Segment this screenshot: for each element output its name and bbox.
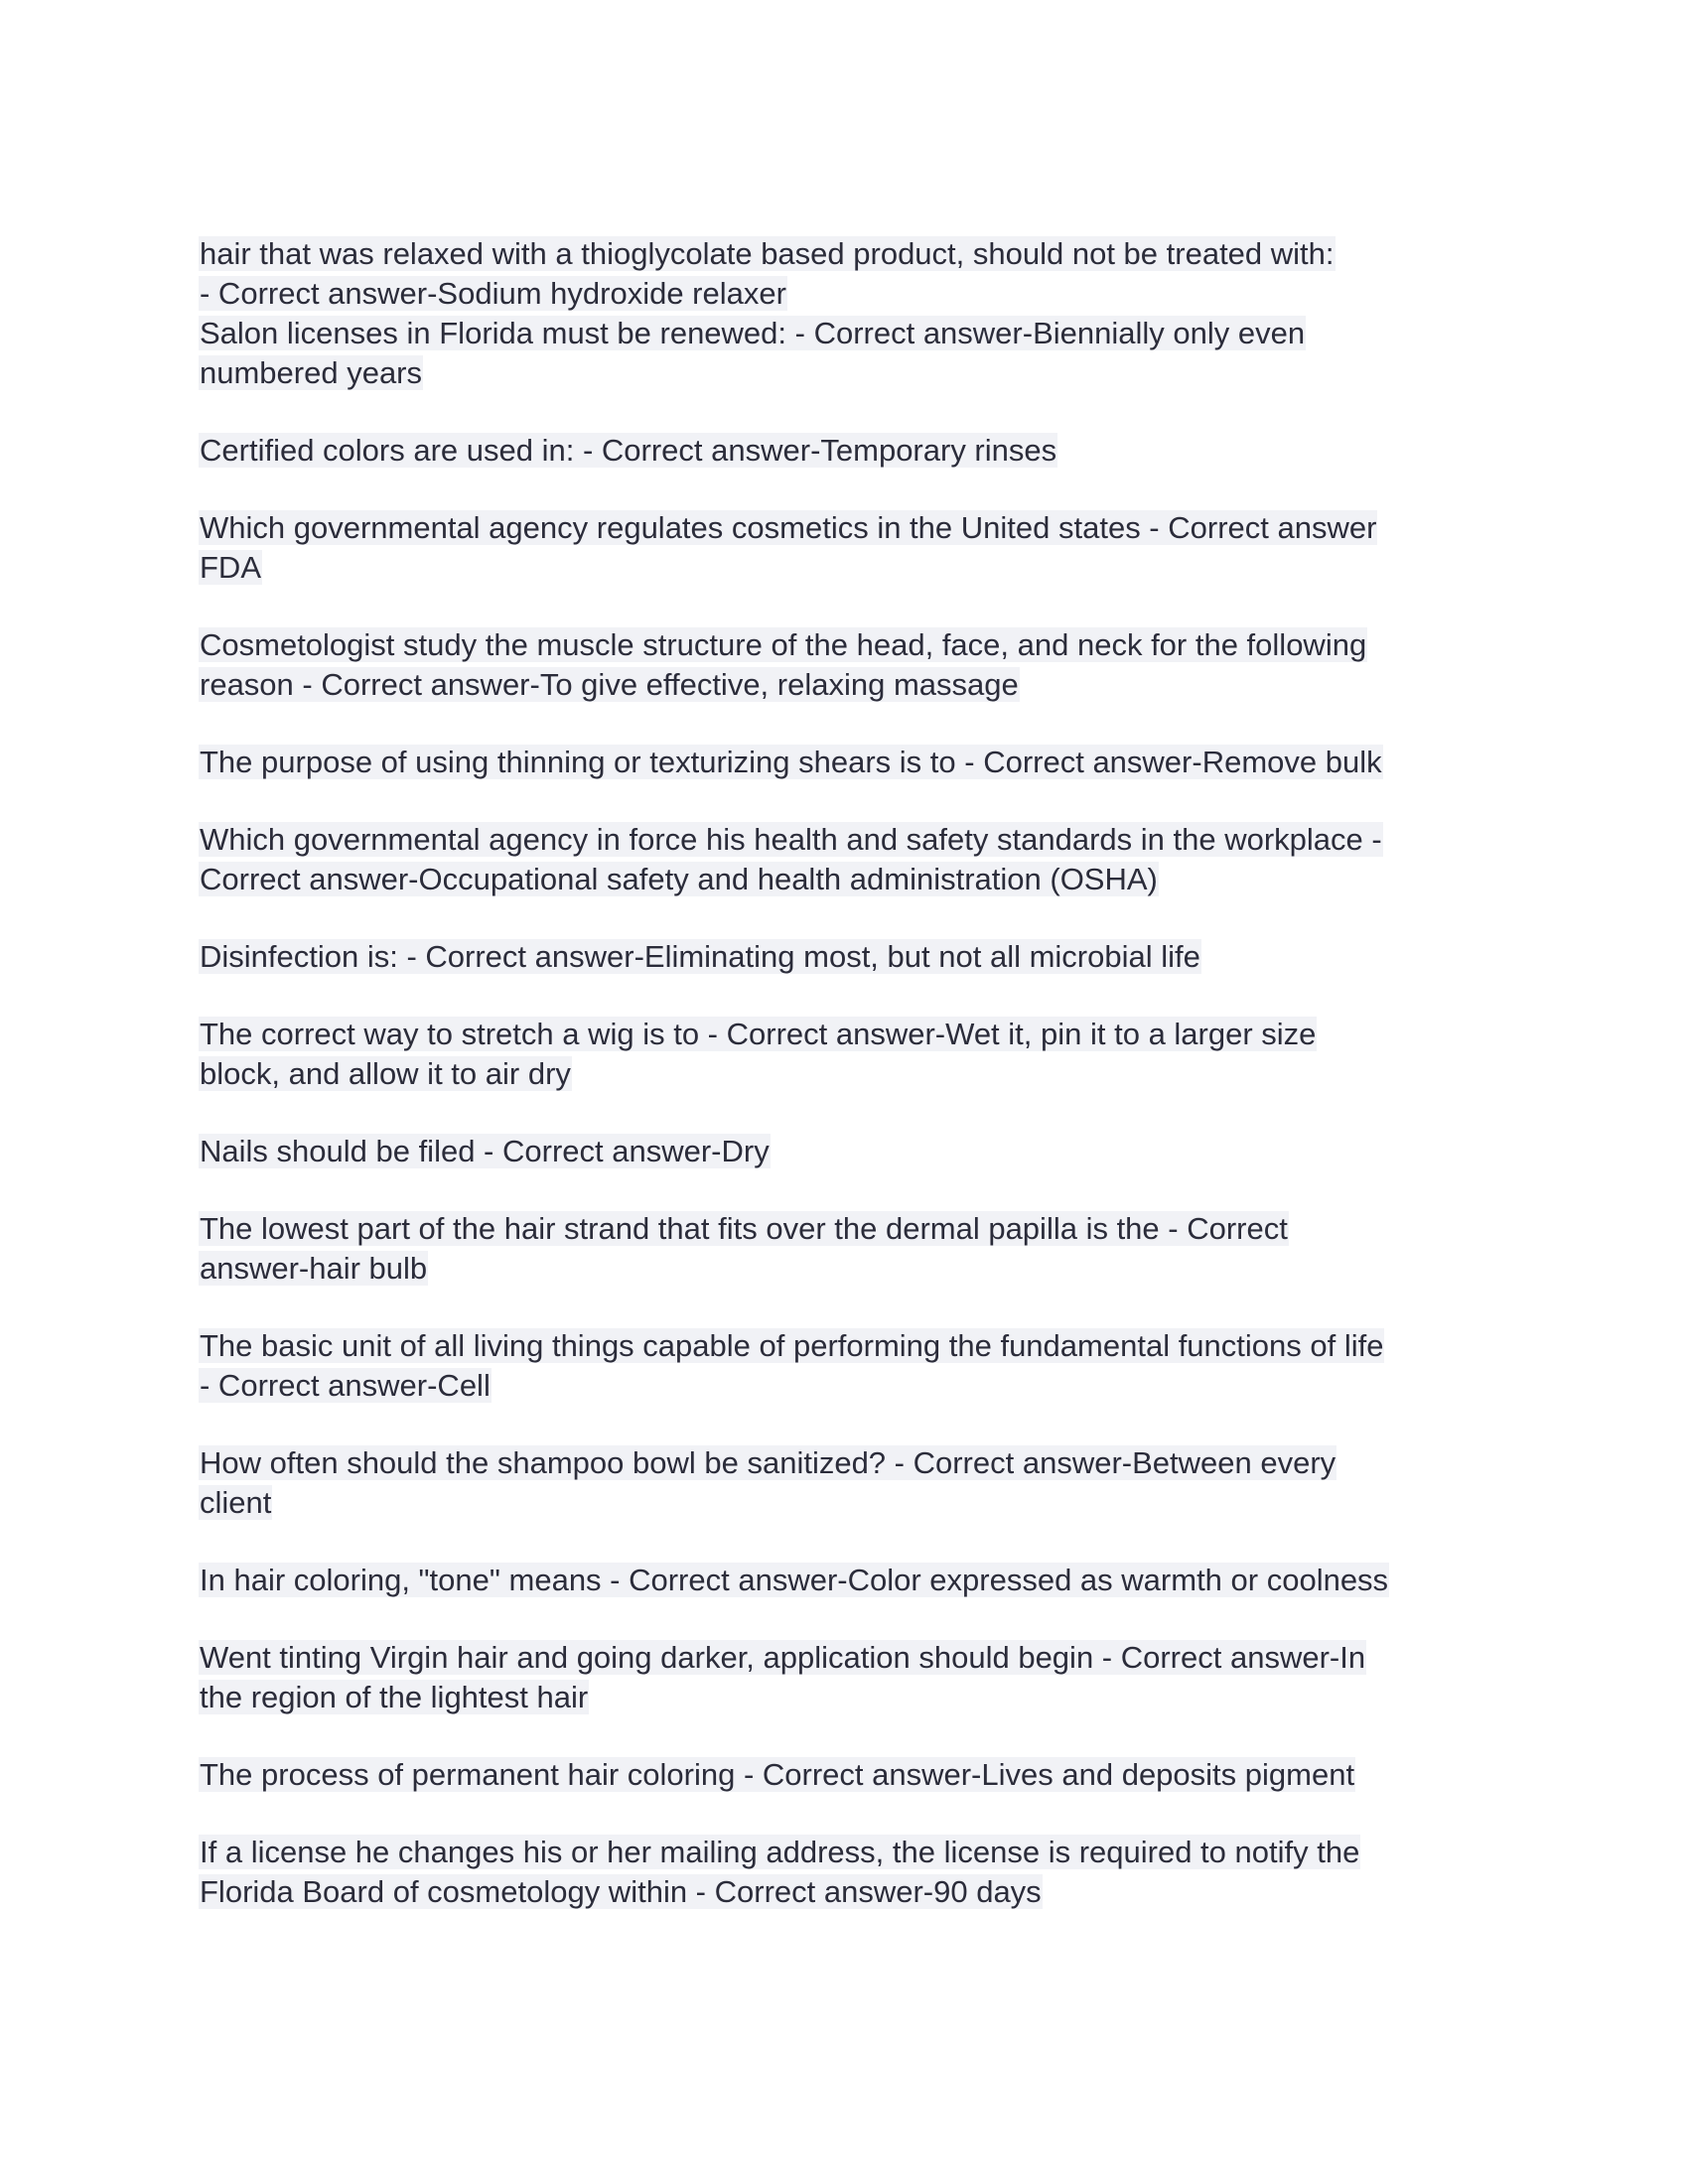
answer-line: reason - Correct answer-To give effective, relaxing massage [200, 667, 1019, 702]
answer-line: block, and allow it to air dry [200, 1056, 571, 1091]
qa-item [199, 820, 1489, 899]
answer-line: Florida Board of cosmetology within - Correct answer-90 days [200, 1874, 1042, 1909]
question-line: Which governmental agency regulates cosmetics in the United states - Correct answer [200, 510, 1377, 545]
qa-item [199, 1561, 1489, 1600]
question-line: Salon licenses in Florida must be renewed: - Correct answer-Biennially only even [200, 316, 1306, 350]
document-page [199, 234, 1489, 1950]
answer-line: - Correct answer-Sodium hydroxide relaxer [200, 276, 786, 311]
question-line: Cosmetologist study the muscle structure of the head, face, and neck for the following [200, 627, 1367, 662]
qa-item [199, 937, 1489, 977]
question-line: Certified colors are used in: - Correct answer-Temporary rinses [200, 433, 1057, 468]
answer-line: - Correct answer-Cell [200, 1368, 491, 1403]
qa-item [199, 1755, 1489, 1795]
question-line: How often should the shampoo bowl be sanitized? - Correct answer-Between every [200, 1445, 1336, 1480]
question-line: Which governmental agency in force his health and safety standards in the workplace - [200, 822, 1382, 857]
question-line: The basic unit of all living things capable of performing the fundamental functions of life [200, 1328, 1384, 1363]
qa-item [199, 314, 1489, 393]
qa-item [199, 1209, 1489, 1289]
qa-item [199, 508, 1489, 588]
qa-item [199, 1638, 1489, 1717]
qa-item [199, 743, 1489, 782]
qa-item [199, 1015, 1489, 1094]
question-line: The correct way to stretch a wig is to - Correct answer-Wet it, pin it to a larger size [200, 1017, 1317, 1051]
question-line: Disinfection is: - Correct answer-Eliminating most, but not all microbial life [200, 939, 1200, 974]
qa-item [199, 1132, 1489, 1171]
question-line: The purpose of using thinning or texturizing shears is to - Correct answer-Remove bulk [200, 745, 1382, 779]
qa-item [199, 625, 1489, 705]
qa-item [199, 1443, 1489, 1523]
answer-line: FDA [200, 550, 261, 585]
qa-item [199, 1326, 1489, 1406]
answer-line: Correct answer-Occupational safety and health administration (OSHA) [200, 862, 1158, 896]
answer-line: client [200, 1485, 272, 1520]
question-line: The process of permanent hair coloring - Correct answer-Lives and deposits pigment [200, 1757, 1355, 1792]
question-line: Nails should be filed - Correct answer-Dry [200, 1134, 770, 1168]
question-line: hair that was relaxed with a thioglycolate based product, should not be treated with: [200, 236, 1335, 271]
question-line: The lowest part of the hair strand that fits over the dermal papilla is the - Correct [200, 1211, 1288, 1246]
answer-line: numbered years [200, 355, 423, 390]
qa-item [199, 1833, 1489, 1912]
answer-line: the region of the lightest hair [200, 1680, 589, 1714]
question-line: In hair coloring, "tone" means - Correct answer-Color expressed as warmth or coolness [200, 1563, 1389, 1597]
qa-item [199, 234, 1489, 314]
question-line: Went tinting Virgin hair and going darker, application should begin - Correct answer-In [200, 1640, 1366, 1675]
qa-item [199, 431, 1489, 471]
answer-line: answer-hair bulb [200, 1251, 428, 1286]
question-line: If a license he changes his or her mailing address, the license is required to notify the [200, 1835, 1360, 1869]
